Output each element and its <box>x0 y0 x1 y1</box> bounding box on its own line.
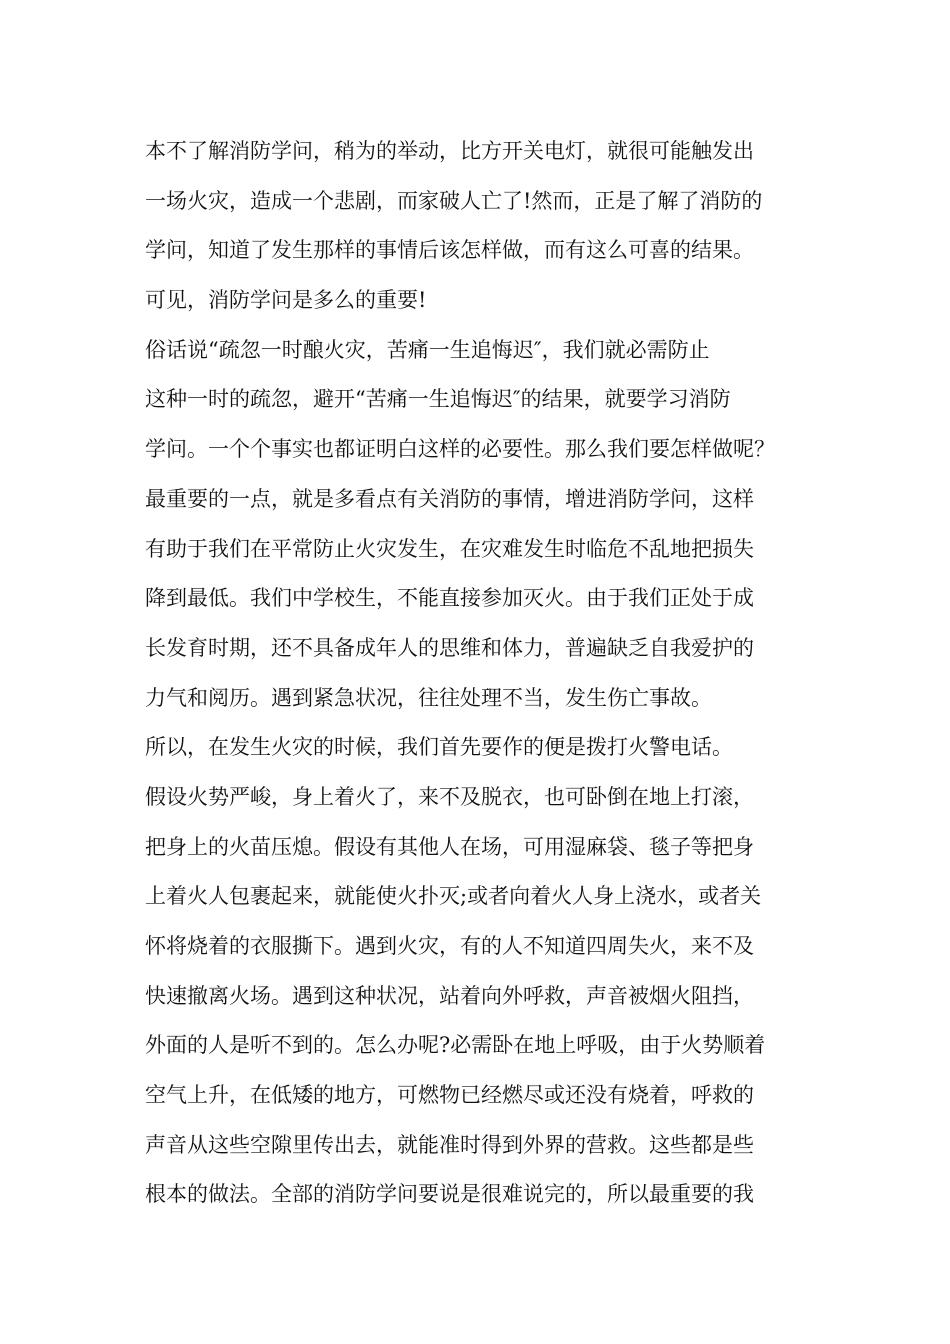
text-line: 假设火势严峻，身上着火了，来不及脱衣，也可卧倒在地上打滚， <box>145 784 754 809</box>
text-line: 学问，知道了发生那样的事情后该怎样做，而有这么可喜的结果。 <box>145 238 754 263</box>
text-line: 根本的做法。全部的消防学问要说是很难说完的，所以最重要的我 <box>145 1182 754 1207</box>
text-line: 怀将烧着的衣服撕下。遇到火灾，有的人不知道四周失火，来不及 <box>145 934 754 958</box>
text-line: 空气上升，在低矮的地方，可燃物已经燃尽或还没有烧着，呼救的 <box>145 1083 754 1108</box>
text-line: 所以，在发生火灾的时候，我们首先要作的便是拨打火警电话。 <box>145 735 733 760</box>
text-line: 一场火灾，造成一个悲剧，而家破人亡了!然而，正是了解了消防的 <box>145 188 763 213</box>
text-line: 有助于我们在平常防止火灾发生，在灾难发生时临危不乱地把损失 <box>145 536 754 561</box>
text-line: 声音从这些空隙里传出去，就能准时得到外界的营救。这些都是些 <box>145 1132 754 1157</box>
text-line: 这种一时的疏忽，避开“苦痛一生追悔迟″的结果，就要学习消防 <box>145 387 731 412</box>
text-line: 力气和阅历。遇到紧急状况，往往处理不当，发生伤亡事故。 <box>145 685 712 710</box>
body-text <box>145 127 815 1220</box>
text-line: 外面的人是听不到的。怎么办呢?必需卧在地上呼吸，由于火势顺着 <box>145 1033 766 1058</box>
text-line: 长发育时期，还不具备成年人的思维和体力，普遍缺乏自我爱护的 <box>145 635 754 660</box>
text-line: 本不了解消防学问，稍为的举动，比方开关电灯，就很可能触发出 <box>145 139 754 163</box>
text-line: 可见，消防学问是多么的重要! <box>145 288 427 313</box>
text-line: 最重要的一点，就是多看点有关消防的事情，增进消防学问，这样 <box>145 486 754 511</box>
text-line: 降到最低。我们中学校生，不能直接参加灭火。由于我们正处于成 <box>145 586 754 611</box>
text-line: 学问。一个个事实也都证明白这样的必要性。那么我们要怎样做呢？ <box>145 437 775 462</box>
text-line: 把身上的火苗压熄。假设有其他人在场，可用湿麻袋、毯子等把身 <box>145 834 754 859</box>
text-line: 上着火人包裹起来，就能使火扑灭;或者向着火人身上浇水，或者关 <box>145 884 762 909</box>
text-line: 俗话说“疏忽一时酿火灾，苦痛一生追悔迟″，我们就必需防止 <box>145 337 710 362</box>
text-line: 快速撤离火场。遇到这种状况，站着向外呼救，声音被烟火阻挡， <box>145 983 754 1008</box>
